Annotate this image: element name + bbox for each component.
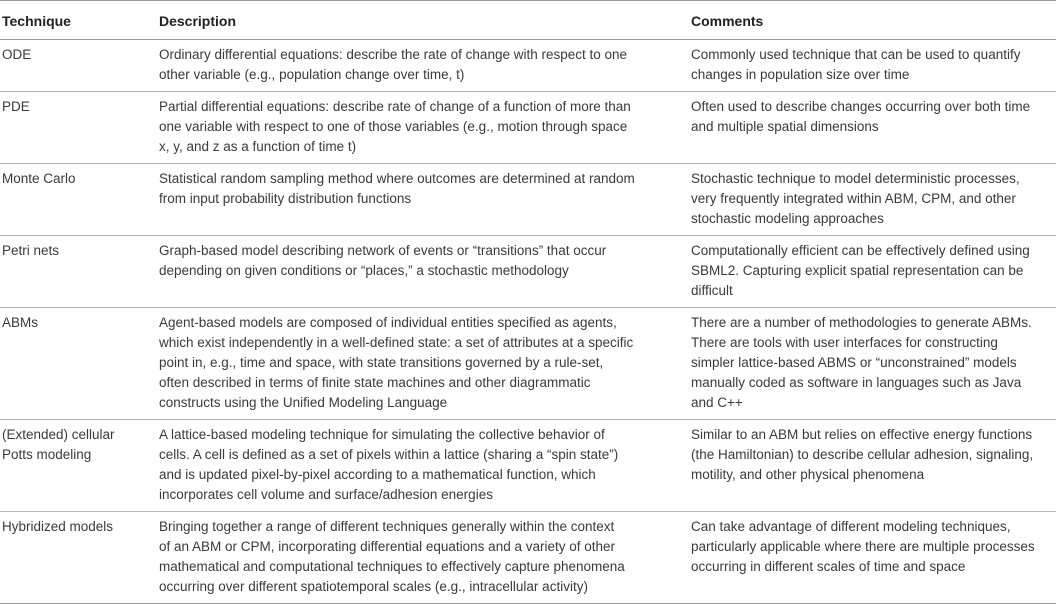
header-comments: Comments [689,1,1056,40]
description-cell: Agent-based models are composed of individual entities specified as agents, which exist independently in a well-defined state: a set of attributes at a specific point in, e.g., time and space, with state transitions governed by a rule-set, often described in terms of finite state machines and other diagrammatic constructs using the Unified Modeling Language [159,315,634,410]
table-row [0,420,1056,512]
table-row [0,92,1056,164]
table-row [0,236,1056,308]
comments-cell: Often used to describe changes occurring over both time and multiple spatial dimensions [691,99,1031,134]
technique-cell: ODE [2,47,32,62]
technique-cell: Petri nets [2,243,60,258]
table-body [0,40,1056,604]
header-description: Description [157,1,689,40]
table-header [0,1,1056,40]
technique-cell: Monte Carlo [2,171,76,186]
description-cell: Partial differential equations: describe rate of change of a function of more than one variable with respect to one of those variables (e.g., motion through space x, y, and z as a function of time t) [159,99,631,154]
description-cell: Bringing together a range of different techniques generally within the context of an ABM or CPM, incorporating differential equations and a variety of other mathematical and computational techniques to effectively capture phenomena occurring over different spatiotemporal scales (e.g., intracellular activity) [159,519,625,594]
description-cell: A lattice-based modeling technique for simulating the collective behavior of cells. A cell is defined as a set of pixels within a lattice (sharing a “spin state”) and is updated pixel-by-pixel according to a mathematical function, which incorporates cell volume and surface/adhesion energies [159,427,619,502]
table-row [0,164,1056,236]
description-cell: Graph-based model describing network of events or “transitions” that occur depending on given conditions or “places,” a stochastic methodology [159,243,607,278]
technique-cell: Hybridized models [2,519,114,534]
comments-cell: There are a number of methodologies to generate ABMs. There are tools with user interfaces for constructing simpler lattice-based ABMS or “unconstrained” models manually coded as software in languages such as Java and C++ [691,315,1032,410]
header-technique: Technique [0,1,157,40]
header-row [0,1,1056,40]
comments-cell: Stochastic technique to model deterministic processes, very frequently integrated within ABM, CPM, and other stochastic modeling approaches [691,171,1020,226]
description-cell: Statistical random sampling method where outcomes are determined at random from input probability distribution functions [159,171,635,206]
description-cell: Ordinary differential equations: describe the rate of change with respect to one other variable (e.g., population change over time, t) [159,47,628,82]
comments-cell: Similar to an ABM but relies on effective energy functions (the Hamiltonian) to describe cellular adhesion, signaling, motility, and other physical phenomena [691,427,1034,482]
technique-cell: PDE [2,99,30,114]
technique-cell: (Extended) cellular Potts modeling [2,427,115,462]
technique-cell: ABMs [2,315,39,330]
comments-cell: Commonly used technique that can be used to quantify changes in population size over time [691,47,1021,82]
comments-cell: Computationally efficient can be effectively defined using SBML2. Capturing explicit spatial representation can be difficult [691,243,1030,298]
table-row [0,512,1056,604]
table-row [0,40,1056,92]
table-row [0,308,1056,420]
comments-cell: Can take advantage of different modeling techniques, particularly applicable where there are multiple processes occurring in different scales of time and space [691,519,1035,574]
